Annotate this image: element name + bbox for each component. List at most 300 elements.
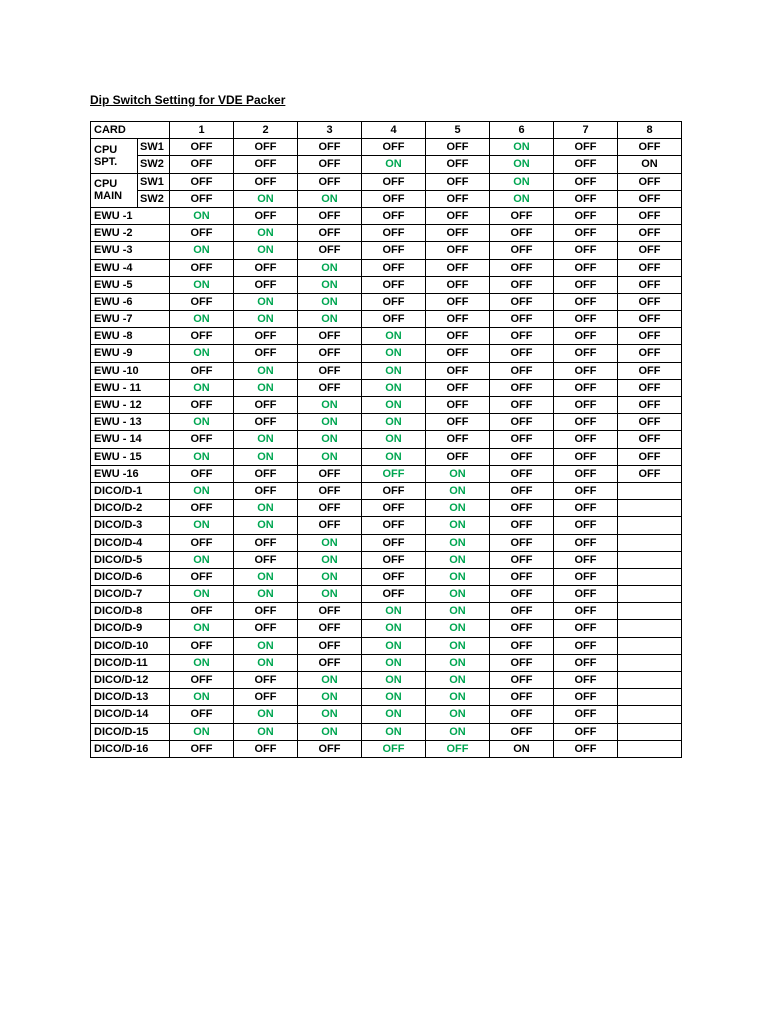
switch-cell: OFF — [234, 551, 298, 568]
card-switch-row — [91, 448, 682, 465]
switch-cell: OFF — [618, 465, 682, 482]
switch-cell: OFF — [554, 225, 618, 242]
switch-cell: OFF — [554, 139, 618, 156]
switch-cell: OFF — [490, 276, 554, 293]
switch-cell: OFF — [618, 242, 682, 259]
switch-cell: OFF — [362, 568, 426, 585]
switch-cell: ON — [362, 706, 426, 723]
card-switch-row — [91, 500, 682, 517]
switch-cell: OFF — [490, 379, 554, 396]
card-switch-row — [91, 259, 682, 276]
switch-cell — [618, 534, 682, 551]
switch-cell: OFF — [490, 242, 554, 259]
switch-cell: ON — [170, 311, 234, 328]
card-label: DICO/D-14 — [91, 706, 170, 723]
card-label: DICO/D-12 — [91, 672, 170, 689]
card-label: DICO/D-2 — [91, 500, 170, 517]
switch-cell: ON — [298, 723, 362, 740]
switch-cell: OFF — [362, 207, 426, 224]
switch-cell: ON — [362, 362, 426, 379]
card-label: DICO/D-5 — [91, 551, 170, 568]
switch-cell — [618, 586, 682, 603]
switch-cell: ON — [362, 397, 426, 414]
card-label: DICO/D-10 — [91, 637, 170, 654]
switch-cell: OFF — [426, 448, 490, 465]
card-label: DICO/D-11 — [91, 654, 170, 671]
card-label: EWU -5 — [91, 276, 170, 293]
switch-cell: ON — [170, 414, 234, 431]
card-label: EWU -16 — [91, 465, 170, 482]
switch-column-header: 1 — [170, 122, 234, 139]
card-label: EWU -7 — [91, 311, 170, 328]
switch-cell: ON — [618, 156, 682, 173]
switch-cell: OFF — [554, 207, 618, 224]
switch-cell: OFF — [426, 173, 490, 190]
switch-cell: OFF — [234, 345, 298, 362]
cpu-switch-row — [91, 190, 682, 207]
switch-cell: OFF — [554, 500, 618, 517]
switch-cell: OFF — [298, 654, 362, 671]
switch-cell: OFF — [618, 311, 682, 328]
switch-cell: ON — [490, 740, 554, 757]
switch-cell: ON — [426, 500, 490, 517]
switch-cell: OFF — [554, 465, 618, 482]
card-switch-row — [91, 397, 682, 414]
switch-cell: ON — [490, 156, 554, 173]
switch-cell: OFF — [490, 431, 554, 448]
switch-cell — [618, 723, 682, 740]
switch-cell: OFF — [234, 397, 298, 414]
switch-cell: OFF — [170, 293, 234, 310]
switch-cell: OFF — [554, 414, 618, 431]
switch-cell: ON — [426, 534, 490, 551]
switch-cell: OFF — [554, 603, 618, 620]
switch-cell: OFF — [170, 156, 234, 173]
switch-cell: OFF — [490, 414, 554, 431]
card-switch-row — [91, 517, 682, 534]
switch-cell: OFF — [554, 173, 618, 190]
switch-cell: OFF — [618, 448, 682, 465]
switch-cell: ON — [362, 414, 426, 431]
switch-cell: OFF — [490, 259, 554, 276]
card-switch-row — [91, 465, 682, 482]
switch-cell: ON — [170, 448, 234, 465]
switch-column-header: 7 — [554, 122, 618, 139]
switch-cell: OFF — [618, 190, 682, 207]
switch-cell: OFF — [490, 500, 554, 517]
switch-cell: ON — [298, 259, 362, 276]
switch-cell: ON — [234, 190, 298, 207]
switch-cell: ON — [362, 603, 426, 620]
switch-cell: ON — [234, 293, 298, 310]
switch-cell: OFF — [618, 379, 682, 396]
switch-column-header: 6 — [490, 122, 554, 139]
switch-cell: ON — [234, 379, 298, 396]
switch-cell: ON — [298, 534, 362, 551]
switch-cell: ON — [298, 706, 362, 723]
switch-cell: OFF — [362, 586, 426, 603]
switch-cell: OFF — [554, 534, 618, 551]
switch-cell: OFF — [298, 242, 362, 259]
switch-cell: OFF — [234, 620, 298, 637]
switch-cell: OFF — [490, 465, 554, 482]
switch-cell: OFF — [298, 603, 362, 620]
switch-cell: OFF — [490, 534, 554, 551]
switch-cell: ON — [234, 311, 298, 328]
switch-cell: OFF — [554, 551, 618, 568]
switch-cell: OFF — [170, 568, 234, 585]
card-switch-row — [91, 586, 682, 603]
card-label: DICO/D-15 — [91, 723, 170, 740]
card-switch-row — [91, 534, 682, 551]
card-label: EWU - 14 — [91, 431, 170, 448]
switch-cell: OFF — [298, 207, 362, 224]
switch-cell: ON — [170, 345, 234, 362]
switch-cell: ON — [234, 586, 298, 603]
switch-cell: ON — [234, 225, 298, 242]
switch-cell: OFF — [234, 603, 298, 620]
switch-cell: OFF — [490, 551, 554, 568]
switch-cell: OFF — [490, 654, 554, 671]
card-label: DICO/D-6 — [91, 568, 170, 585]
switch-cell: OFF — [618, 345, 682, 362]
switch-cell: OFF — [298, 173, 362, 190]
switch-cell: ON — [170, 620, 234, 637]
switch-cell: OFF — [362, 311, 426, 328]
card-column-header: CARD — [91, 122, 170, 139]
switch-cell: OFF — [490, 620, 554, 637]
switch-cell: ON — [234, 448, 298, 465]
switch-cell: OFF — [618, 259, 682, 276]
switch-cell: OFF — [426, 345, 490, 362]
switch-cell: ON — [170, 654, 234, 671]
switch-cell: OFF — [234, 672, 298, 689]
switch-cell: OFF — [426, 397, 490, 414]
switch-cell: OFF — [426, 379, 490, 396]
switch-cell: ON — [234, 723, 298, 740]
switch-cell: ON — [362, 654, 426, 671]
switch-cell: ON — [426, 706, 490, 723]
switch-cell: OFF — [170, 190, 234, 207]
switch-cell: OFF — [426, 225, 490, 242]
switch-cell: OFF — [554, 259, 618, 276]
switch-cell: OFF — [618, 276, 682, 293]
switch-cell: OFF — [554, 156, 618, 173]
switch-cell: ON — [362, 379, 426, 396]
switch-column-header: 4 — [362, 122, 426, 139]
switch-cell: ON — [298, 672, 362, 689]
switch-cell: ON — [426, 672, 490, 689]
switch-cell: OFF — [362, 242, 426, 259]
switch-cell: OFF — [554, 482, 618, 499]
switch-cell: OFF — [554, 689, 618, 706]
switch-cell: OFF — [170, 500, 234, 517]
sw-label: SW1 — [138, 173, 170, 190]
card-switch-row — [91, 482, 682, 499]
card-group-label: CPU MAIN — [91, 173, 138, 207]
switch-cell: ON — [362, 431, 426, 448]
card-switch-row — [91, 293, 682, 310]
switch-cell: OFF — [170, 431, 234, 448]
switch-cell: OFF — [362, 139, 426, 156]
switch-cell: OFF — [170, 706, 234, 723]
switch-cell: OFF — [170, 259, 234, 276]
card-switch-row — [91, 723, 682, 740]
switch-cell: ON — [234, 654, 298, 671]
switch-cell — [618, 689, 682, 706]
switch-cell: ON — [298, 448, 362, 465]
cpu-switch-row — [91, 173, 682, 190]
switch-cell: OFF — [490, 568, 554, 585]
switch-cell — [618, 500, 682, 517]
switch-cell: OFF — [490, 207, 554, 224]
switch-cell: ON — [298, 431, 362, 448]
card-switch-row — [91, 654, 682, 671]
switch-cell: OFF — [490, 637, 554, 654]
switch-cell: OFF — [618, 431, 682, 448]
switch-cell — [618, 740, 682, 757]
card-switch-row — [91, 311, 682, 328]
switch-cell: OFF — [490, 672, 554, 689]
switch-cell: ON — [426, 551, 490, 568]
switch-cell: ON — [234, 568, 298, 585]
switch-cell: ON — [362, 620, 426, 637]
switch-cell: ON — [170, 482, 234, 499]
switch-cell: OFF — [490, 362, 554, 379]
card-label: DICO/D-1 — [91, 482, 170, 499]
card-label: DICO/D-7 — [91, 586, 170, 603]
switch-cell: OFF — [618, 225, 682, 242]
card-label: DICO/D-8 — [91, 603, 170, 620]
switch-cell: ON — [170, 551, 234, 568]
switch-cell: OFF — [426, 242, 490, 259]
switch-cell: OFF — [490, 482, 554, 499]
switch-cell: OFF — [554, 293, 618, 310]
card-label: EWU - 12 — [91, 397, 170, 414]
switch-cell — [618, 654, 682, 671]
switch-cell: OFF — [426, 431, 490, 448]
switch-cell: OFF — [554, 190, 618, 207]
switch-cell: OFF — [490, 603, 554, 620]
switch-cell: OFF — [298, 500, 362, 517]
card-label: EWU - 11 — [91, 379, 170, 396]
switch-cell: OFF — [298, 465, 362, 482]
switch-cell: OFF — [426, 276, 490, 293]
switch-cell: ON — [426, 654, 490, 671]
card-switch-row — [91, 603, 682, 620]
sw-label: SW2 — [138, 190, 170, 207]
switch-cell: OFF — [234, 156, 298, 173]
switch-cell: OFF — [490, 225, 554, 242]
switch-cell: OFF — [298, 362, 362, 379]
switch-cell: ON — [170, 517, 234, 534]
switch-cell: OFF — [362, 190, 426, 207]
switch-cell: OFF — [170, 397, 234, 414]
switch-cell: OFF — [426, 740, 490, 757]
switch-cell: OFF — [234, 414, 298, 431]
switch-cell: OFF — [170, 139, 234, 156]
card-switch-row — [91, 637, 682, 654]
card-switch-row — [91, 362, 682, 379]
card-switch-row — [91, 207, 682, 224]
switch-cell: OFF — [298, 345, 362, 362]
switch-cell: ON — [426, 517, 490, 534]
switch-cell: ON — [490, 190, 554, 207]
switch-cell: OFF — [362, 517, 426, 534]
switch-cell: ON — [426, 586, 490, 603]
switch-cell: OFF — [554, 345, 618, 362]
switch-cell: OFF — [298, 482, 362, 499]
switch-cell: ON — [170, 242, 234, 259]
switch-cell: OFF — [362, 482, 426, 499]
switch-cell: ON — [426, 689, 490, 706]
switch-cell: OFF — [298, 637, 362, 654]
switch-cell: ON — [426, 465, 490, 482]
switch-cell: OFF — [298, 156, 362, 173]
switch-cell: OFF — [426, 156, 490, 173]
switch-cell: OFF — [554, 723, 618, 740]
switch-cell — [618, 568, 682, 585]
card-label: EWU -4 — [91, 259, 170, 276]
switch-cell: OFF — [234, 689, 298, 706]
switch-cell: OFF — [554, 397, 618, 414]
card-switch-row — [91, 620, 682, 637]
switch-cell: OFF — [170, 225, 234, 242]
switch-cell: ON — [170, 207, 234, 224]
switch-cell: OFF — [362, 740, 426, 757]
switch-cell: OFF — [490, 689, 554, 706]
switch-cell: ON — [298, 293, 362, 310]
switch-cell: ON — [298, 551, 362, 568]
switch-cell: OFF — [618, 362, 682, 379]
switch-cell: ON — [426, 620, 490, 637]
switch-cell: OFF — [362, 225, 426, 242]
switch-cell: OFF — [426, 190, 490, 207]
switch-cell: OFF — [298, 379, 362, 396]
switch-cell: OFF — [618, 207, 682, 224]
switch-cell: OFF — [618, 139, 682, 156]
card-label: DICO/D-13 — [91, 689, 170, 706]
card-switch-row — [91, 689, 682, 706]
switch-cell: OFF — [554, 740, 618, 757]
switch-cell: OFF — [490, 448, 554, 465]
switch-cell — [618, 637, 682, 654]
card-label: EWU - 15 — [91, 448, 170, 465]
switch-cell: OFF — [554, 431, 618, 448]
switch-cell: OFF — [298, 740, 362, 757]
switch-cell: OFF — [298, 139, 362, 156]
switch-column-header: 2 — [234, 122, 298, 139]
switch-cell: ON — [234, 242, 298, 259]
switch-cell — [618, 603, 682, 620]
card-group-label: CPU SPT. — [91, 139, 138, 173]
switch-cell: OFF — [234, 276, 298, 293]
switch-cell: OFF — [170, 173, 234, 190]
switch-cell: OFF — [362, 173, 426, 190]
switch-cell: ON — [362, 345, 426, 362]
switch-cell: OFF — [490, 397, 554, 414]
switch-cell: OFF — [234, 465, 298, 482]
switch-cell: ON — [362, 328, 426, 345]
cpu-switch-row — [91, 156, 682, 173]
switch-cell: ON — [298, 414, 362, 431]
switch-cell: OFF — [234, 328, 298, 345]
switch-cell: OFF — [554, 362, 618, 379]
switch-cell: OFF — [554, 242, 618, 259]
switch-cell: OFF — [618, 293, 682, 310]
card-switch-row — [91, 568, 682, 585]
switch-cell: ON — [170, 586, 234, 603]
switch-cell: ON — [234, 706, 298, 723]
switch-cell: ON — [298, 397, 362, 414]
switch-cell: ON — [170, 276, 234, 293]
switch-cell: OFF — [170, 328, 234, 345]
card-switch-row — [91, 551, 682, 568]
switch-cell: ON — [298, 276, 362, 293]
switch-cell: OFF — [554, 328, 618, 345]
switch-cell: OFF — [170, 672, 234, 689]
switch-cell: OFF — [618, 173, 682, 190]
switch-cell: OFF — [618, 397, 682, 414]
card-switch-row — [91, 276, 682, 293]
switch-cell: OFF — [490, 706, 554, 723]
card-switch-row — [91, 345, 682, 362]
switch-cell: OFF — [554, 276, 618, 293]
switch-cell: OFF — [426, 293, 490, 310]
switch-cell: OFF — [362, 465, 426, 482]
switch-cell: ON — [170, 723, 234, 740]
card-label: DICO/D-9 — [91, 620, 170, 637]
switch-cell: ON — [298, 586, 362, 603]
switch-cell: OFF — [362, 551, 426, 568]
switch-cell: OFF — [490, 293, 554, 310]
card-switch-row — [91, 431, 682, 448]
switch-cell: ON — [298, 689, 362, 706]
switch-cell: ON — [170, 379, 234, 396]
switch-cell — [618, 551, 682, 568]
switch-cell: OFF — [298, 225, 362, 242]
switch-cell: OFF — [554, 586, 618, 603]
switch-cell: ON — [426, 603, 490, 620]
sw-label: SW2 — [138, 156, 170, 173]
switch-cell: OFF — [618, 328, 682, 345]
switch-cell: OFF — [170, 362, 234, 379]
switch-cell: OFF — [362, 276, 426, 293]
switch-cell: ON — [234, 517, 298, 534]
sw-label: SW1 — [138, 139, 170, 156]
switch-cell: OFF — [554, 568, 618, 585]
switch-cell: OFF — [170, 534, 234, 551]
switch-cell: OFF — [554, 620, 618, 637]
switch-cell: OFF — [554, 517, 618, 534]
card-label: EWU -8 — [91, 328, 170, 345]
switch-cell — [618, 706, 682, 723]
switch-cell: OFF — [426, 259, 490, 276]
switch-cell: ON — [234, 500, 298, 517]
card-switch-row — [91, 740, 682, 757]
switch-cell: OFF — [362, 534, 426, 551]
switch-cell: OFF — [554, 637, 618, 654]
card-label: DICO/D-4 — [91, 534, 170, 551]
switch-cell: OFF — [554, 448, 618, 465]
switch-cell: OFF — [170, 465, 234, 482]
switch-cell: OFF — [426, 362, 490, 379]
switch-cell: OFF — [170, 637, 234, 654]
switch-cell: OFF — [554, 672, 618, 689]
switch-cell: OFF — [298, 328, 362, 345]
dip-switch-table — [90, 121, 682, 758]
card-switch-row — [91, 706, 682, 723]
